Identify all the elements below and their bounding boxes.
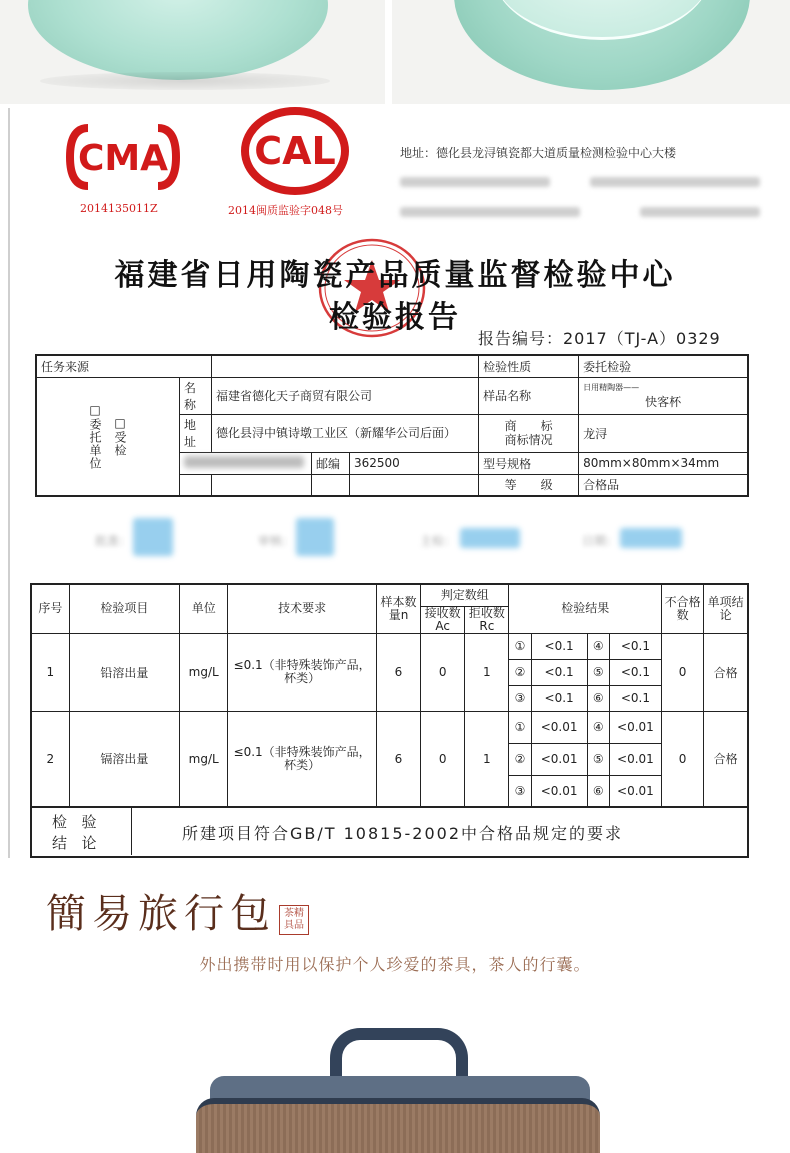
row1-unit: mg/L (180, 633, 228, 711)
company-address: 德化县浔中镇诗墩工业区（新耀华公司后面） (212, 414, 479, 452)
result-value: <0.1 (531, 685, 587, 711)
result-index: ④ (587, 711, 609, 743)
row2-no: 2 (31, 711, 69, 807)
cma-logo-icon (66, 120, 180, 194)
result-value: <0.1 (609, 633, 661, 659)
blurred-label: 日期： (582, 534, 619, 548)
row2-fail: 0 (662, 711, 704, 807)
svg-text:CMA: CMA (77, 138, 169, 179)
blurred-contact (640, 207, 760, 217)
row2-rc: 1 (465, 711, 509, 807)
entrust-unit-cell (36, 377, 180, 496)
section-title: 簡易旅行包 (46, 891, 276, 937)
inspection-conclusion (30, 806, 749, 858)
row2-ac: 0 (421, 711, 465, 807)
result-index: ⑤ (587, 659, 609, 685)
sample-name-value (579, 377, 748, 414)
company-name: 福建省德化天子商贸有限公司 (212, 377, 479, 414)
row1-conclusion: 合格 (704, 633, 748, 711)
report-number: 报告编号：2017（TJ-A）0329 (478, 329, 721, 348)
blurred-phone (180, 452, 312, 474)
result-index: ⑥ (587, 775, 609, 807)
product-photo-right (392, 0, 790, 104)
col-requirement: 技术要求 (228, 584, 377, 633)
col-no: 序号 (31, 584, 69, 633)
result-index: ⑤ (587, 743, 609, 775)
row2-requirement: ≤0.1（非特殊装饰产品，杯类） (228, 711, 377, 807)
travel-bag (196, 1098, 600, 1153)
blurred-contact (590, 177, 760, 187)
celadon-dish (28, 0, 328, 80)
result-value: <0.01 (531, 711, 587, 743)
sample-name: 快客杯 (645, 394, 682, 409)
col-judge: 判定数组 (421, 584, 509, 606)
conclusion-label (32, 807, 132, 855)
result-value: <0.1 (531, 659, 587, 685)
result-value: <0.1 (531, 633, 587, 659)
section-subtitle: 外出携带时用以保护个人珍爱的茶具，茶人的行囊。 (199, 955, 591, 974)
row1-fail: 0 (662, 633, 704, 711)
result-value: <0.01 (609, 775, 661, 807)
address-label: 地址 (180, 414, 212, 452)
row2-unit: mg/L (180, 711, 228, 807)
col-sample-qty: 样本数量n (376, 584, 420, 633)
row2-item: 镉溶出量 (69, 711, 179, 807)
conclusion-label-char: 验 (81, 813, 97, 831)
dish-shadow (40, 72, 330, 90)
col-conclusion: 单项结论 (704, 584, 748, 633)
grade-value: 合格品 (579, 474, 748, 496)
product-photo-left (0, 0, 385, 104)
result-table (30, 583, 749, 808)
inspect-nature-label: 检验性质 (479, 355, 579, 377)
row1-no: 1 (31, 633, 69, 711)
blurred-label: 审核： (258, 534, 295, 548)
row2-n: 6 (376, 711, 420, 807)
conclusion-label-char: 结 (52, 834, 68, 852)
col-reject: 拒收数Rc (465, 606, 509, 633)
trademark-label (479, 414, 579, 452)
result-value: <0.01 (531, 775, 587, 807)
result-index: ③ (509, 685, 531, 711)
postcode-value: 362500 (350, 452, 479, 474)
report-subtitle: 检验报告 (329, 300, 461, 335)
blurred-signature (620, 528, 682, 548)
cal-code: 2014闽质监验字048号 (228, 204, 343, 217)
lab-address: 地址：德化县龙浔镇瓷都大道质量检测检验中心大楼 (400, 146, 677, 160)
cma-code: 2014135011Z (80, 202, 158, 215)
conclusion-label-char: 论 (81, 834, 97, 852)
col-result: 检验结果 (509, 584, 662, 633)
info-table (35, 354, 749, 497)
col-item: 检验项目 (69, 584, 179, 633)
result-value: <0.01 (531, 743, 587, 775)
trademark-label-1: 商 标 (504, 419, 553, 433)
empty-cell (180, 474, 212, 496)
result-value: <0.1 (609, 659, 661, 685)
blurred-value (184, 456, 304, 468)
entrust-label: □委托单位 (88, 402, 102, 470)
result-value: <0.01 (609, 711, 661, 743)
empty-cell (312, 474, 350, 496)
result-value: <0.1 (609, 685, 661, 711)
cal-logo-icon (240, 106, 350, 196)
row1-rc: 1 (465, 633, 509, 711)
blurred-label: 批准： (95, 534, 132, 548)
col-accept: 接收数Ac (421, 606, 465, 633)
result-index: ④ (587, 633, 609, 659)
empty-cell (350, 474, 479, 496)
trademark-value: 龙浔 (579, 414, 748, 452)
row1-n: 6 (376, 633, 420, 711)
task-source-label: 任务来源 (36, 355, 212, 377)
blurred-signature (296, 518, 334, 556)
result-index: ③ (509, 775, 531, 807)
result-index: ① (509, 633, 531, 659)
trademark-label-2: 商标情况 (504, 433, 553, 447)
model-value: 80mm×80mm×34mm (579, 452, 748, 474)
empty-cell (212, 474, 312, 496)
grade-label: 等 级 (479, 474, 579, 496)
result-value: <0.01 (609, 743, 661, 775)
row2-conclusion: 合格 (704, 711, 748, 807)
inspect-nature-value: 委托检验 (579, 355, 748, 377)
seal-stamp-icon: 茶精具品 (279, 905, 309, 935)
row1-item: 铅溶出量 (69, 633, 179, 711)
sample-name-label: 样品名称 (479, 377, 579, 414)
col-unit: 单位 (180, 584, 228, 633)
task-source-value (212, 355, 479, 377)
report-title: 福建省日用陶瓷产品质量监督检验中心 (114, 258, 676, 293)
blurred-contact (400, 177, 550, 187)
result-index: ① (509, 711, 531, 743)
conclusion-label-char: 检 (52, 813, 68, 831)
blurred-signature (133, 518, 173, 556)
model-label: 型号规格 (479, 452, 579, 474)
postcode-label: 邮编 (312, 452, 350, 474)
row1-ac: 0 (421, 633, 465, 711)
blurred-label: 主检： (420, 534, 457, 548)
name-label: 名称 (180, 377, 212, 414)
blurred-contact (400, 207, 580, 217)
sample-name-small: 日用精陶器—— (583, 382, 640, 392)
result-index: ② (509, 659, 531, 685)
col-fail-qty: 不合格数 (662, 584, 704, 633)
row1-requirement: ≤0.1（非特殊装饰产品，杯类） (228, 633, 377, 711)
blurred-signature (460, 528, 520, 548)
result-index: ⑥ (587, 685, 609, 711)
result-index: ② (509, 743, 531, 775)
conclusion-text: 所建项目符合GB/T 10815-2002中合格品规定的要求 (182, 824, 624, 843)
svg-text:CAL: CAL (254, 129, 336, 173)
inspected-label: □受检 (113, 415, 127, 457)
sheet-edge (8, 108, 10, 858)
